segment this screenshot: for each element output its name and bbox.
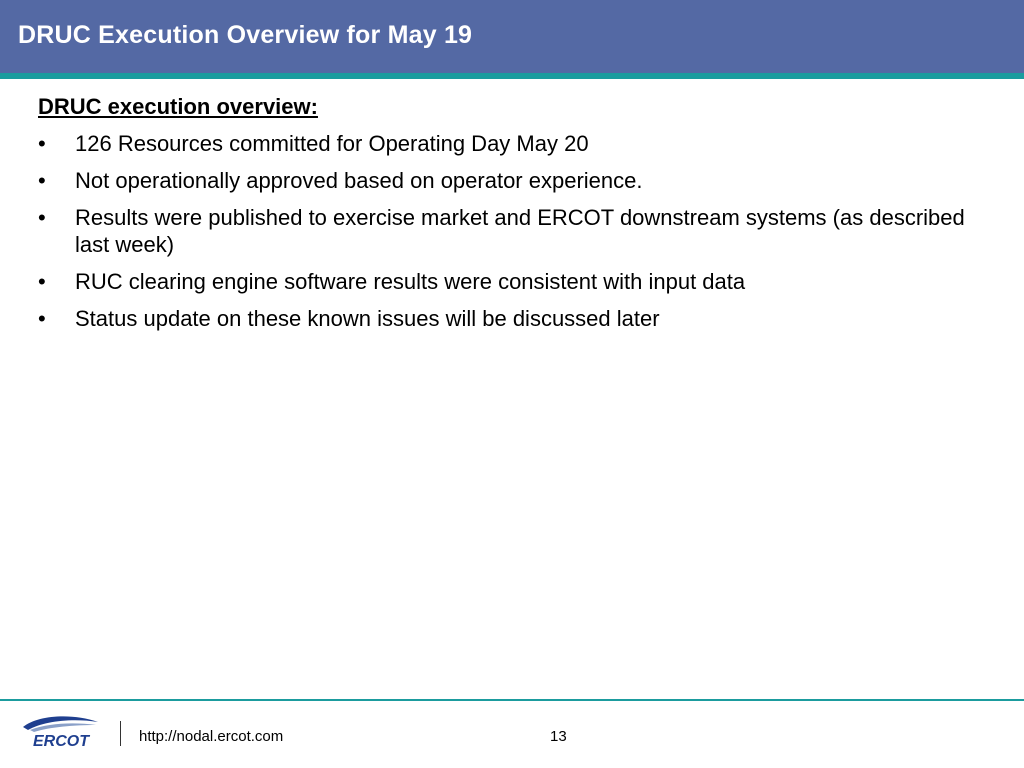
page-number: 13 (550, 728, 567, 745)
bullet-item (38, 268, 978, 295)
bullet-text: RUC clearing engine software results were consistent with input data (75, 269, 746, 294)
bullet-marker: • (38, 269, 46, 294)
bullet-text: Not operationally approved based on operator experience. (75, 168, 643, 193)
bullet-item (38, 130, 978, 157)
bullet-item (38, 204, 978, 258)
bullet-text: 126 Resources committed for Operating Day May 20 (75, 131, 589, 156)
bullet-text: Results were published to exercise market and ERCOT downstream systems (as described last week) (75, 205, 965, 257)
title-bar (0, 0, 1024, 73)
bullet-marker: • (38, 168, 46, 193)
bullet-text: Status update on these known issues will be discussed later (75, 306, 660, 331)
footer-rule (0, 699, 1024, 701)
slide-content (38, 93, 978, 342)
bullet-item (38, 305, 978, 332)
slide-title: DRUC Execution Overview for May 19 (18, 21, 473, 49)
footer-url: http://nodal.ercot.com (139, 728, 284, 745)
bullet-marker: • (38, 131, 46, 156)
section-heading: DRUC execution overview: (38, 94, 318, 119)
bullet-marker: • (38, 205, 46, 230)
logo-swoosh (23, 716, 98, 730)
logo-wordmark: ERCOT (33, 733, 89, 749)
bullet-marker: • (38, 306, 46, 331)
title-accent-rule (0, 73, 1024, 79)
footer-divider (120, 721, 121, 746)
ercot-logo-icon (20, 713, 102, 749)
bullet-list (38, 130, 978, 332)
bullet-item (38, 167, 978, 194)
